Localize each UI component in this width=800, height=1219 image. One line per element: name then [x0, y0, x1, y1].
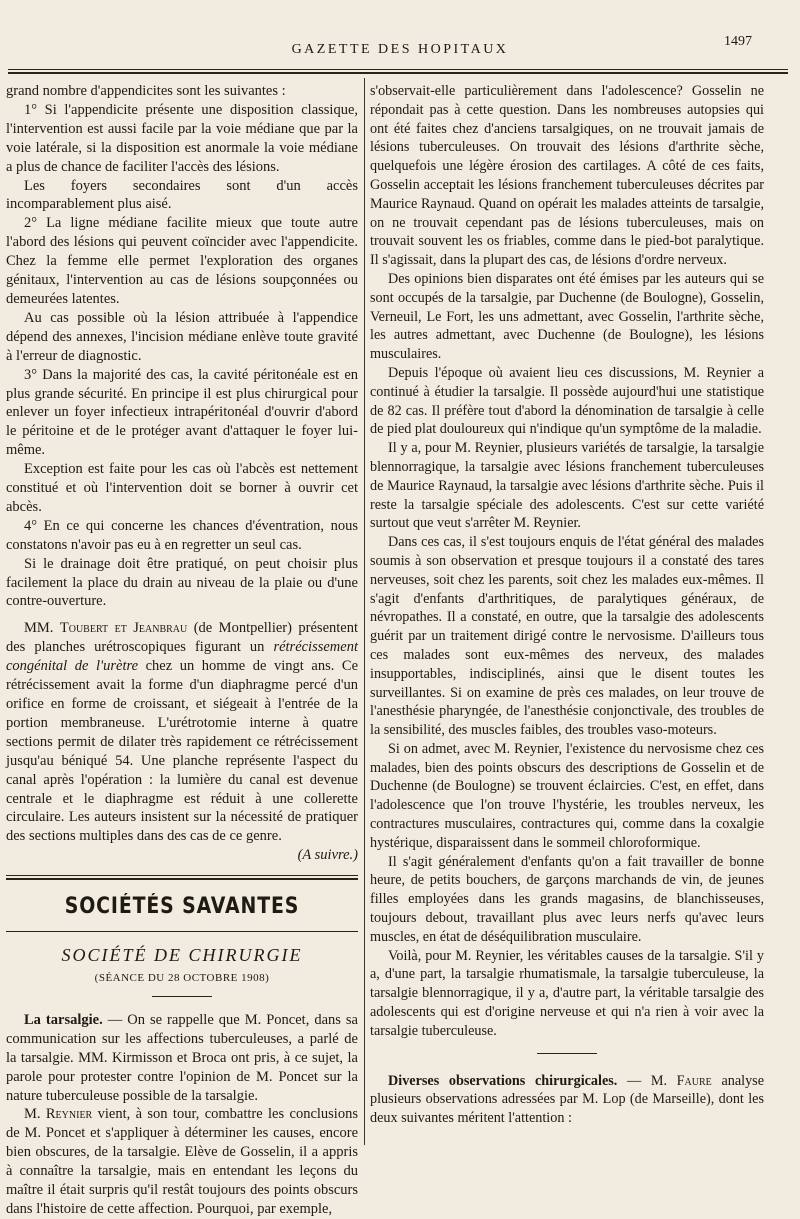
- column-divider: [364, 78, 365, 1145]
- paragraph: Depuis l'époque où avaient lieu ces discussions, M. Reynier a continué à étudier la tarsalgie. Il possède aujourd'hui une statistique de 82 cas. Il préfère tout d'abord la dénomination de tarsalgie à celle de pied plat douloureux qui n'indique qu'un symptôme de la maladie.: [370, 364, 764, 438]
- short-rule: [537, 1053, 597, 1054]
- header-rule-thick: [8, 72, 788, 74]
- paragraph: Si le drainage doit être pratiqué, on peut choisir plus facilement la place du drain au niveau de la plaie ou d'une contre-ouverture.: [6, 555, 358, 610]
- paragraph: Si on admet, avec M. Reynier, l'existence du nervosisme chez ces malades, bien des points obscurs des descriptions de Gosselin et de Duchenne (de Boulogne) se trouvent éclaircies. C'est, en effet, dans l'adolescence que l'on trouve l'hystérie, les troubles nerveux, les contractures musculaires, contractures qui, comme dans la coxalgie hystérique, disparaissent dans le sommeil chloroformique.: [370, 740, 764, 851]
- paragraph: Voilà, pour M. Reynier, les véritables causes de la tarsalgie. S'il y a, d'une part, la tarsalgie rhumatismale, la tarsalgie tuberculeuse, la tarsalgie blennorragique, il y a, d'autre part, la véritable tarsalgie des adolescents qui est d'origine nerveuse et qui n'a rien à voir avec la tarsalgie tuberculeuse.: [370, 947, 764, 1039]
- author-names: Toubert et Jeanbrau: [59, 620, 188, 637]
- paragraph-tarsalgie: [6, 1011, 358, 1106]
- paragraph: Dans ces cas, il s'est toujours enquis de l'état général des malades soumis à son observation et presque toujours il a constaté des tares nerveuses, soit chez les parents, soit chez les malades eux-mêmes. Il s'agit d'enfants d'arthritiques, de paralytiques généraux, de névropathes. Il a constaté, en outre, que la tarsalgie des adolescents guérit par un traitement dirigé contre le nervosisme. D'ailleurs tous ces malades sont eux-mêmes des nerveux, des malades insupportables, indisciplinés, ainsi que le disent toutes les surveillantes. Si on examine de près ces malades, on leur trouve de l'anesthésie pharyngée, de l'anesthésie conjonctivale, des troubles de la sensibilité, des muscles faibles, des troubles vaso-moteurs.: [370, 534, 764, 739]
- topic-heading: Diverses observations chirurgicales.: [388, 1072, 618, 1089]
- section-rule-thick: [6, 878, 358, 880]
- paragraph: grand nombre d'appendicites sont les suivantes :: [6, 83, 286, 99]
- session-date: (SÉANCE DU 28 OCTOBRE 1908): [94, 971, 270, 984]
- text-prefix: MM.: [24, 620, 60, 637]
- paragraph: s'observait-elle particulièrement dans l'adolescence? Gosselin ne répondait pas à cette question. Dans les nombreuses autopsies qui ont été faites chez d'anciens tarsalgiques, on ne trouvait jamais de lésions tuberculeuses. On trouvait des lésions d'arthrite sèche, quelquefois une légère érosion des cartilages. A côté de ces faits, Gosselin acceptait les lésions franchement tuberculeuses décrites par Maurice Raynaud. Quand on opérait les malades atteints de tarsalgie, on ne trouvait cependant pas de lésions tuberculeuses, mais on trouvait souvent les os friables, comme dans le pied-bot paralytique. Il s'agissait, dans la plupart des cas, de lésions d'ordre nerveux.: [370, 83, 764, 269]
- author-name: Reynier: [45, 1106, 93, 1123]
- paragraph: Exception est faite pour les cas où l'abcès est nettement constitué et où l'intervention doit se borner à ouvrir cet abcès.: [6, 461, 358, 515]
- text-prefix: M.: [24, 1106, 46, 1123]
- left-column: [6, 82, 359, 1217]
- short-rule: [152, 996, 212, 997]
- text: — M.: [617, 1072, 677, 1089]
- paragraph: Les foyers secondaires sont d'un accès incomparablement plus aisé.: [6, 177, 358, 213]
- paragraph: 2° La ligne médiane facilite mieux que toute autre l'abord des lésions qui peuvent coïncider avec l'appendicite. Chez la femme elle permet l'exploration des organes génitaux, l'intervention au cas de lésions soupçonnées ou demeurées latentes.: [6, 215, 358, 307]
- author-name: Faure: [676, 1072, 712, 1089]
- paragraph: Au cas possible où la lésion attribuée à l'appendice dépend des annexes, l'incision médiane enlève toute gravité à l'erreur de diagnostic.: [6, 309, 358, 364]
- paragraph: 4° En ce qui concerne les chances d'éventration, nous constatons n'avoir pas eu à en regretter un seul cas.: [6, 517, 358, 553]
- text: — On se rappelle que M. Poncet, dans sa communication sur les affections tuberculeuses, a parlé de la tarsalgie. MM. Kirmisson et Broca ont pris, à ce sujet, la parole pour protester contre l'opinion de M. Poncet sur la nature tuberculeuse possible de la tarsalgie.: [6, 1011, 358, 1104]
- paragraph: Des opinions bien disparates ont été émises par les auteurs qui se sont occupés de la tarsalgie, par Duchenne (de Boulogne), Gosselin, Verneuil, Le Fort, les uns admettant, avec Gosselin, l'arthrite sèche, les autres admettant, avec Duchenne (de Boulogne), les lésions musculaires.: [370, 270, 764, 363]
- paragraph: 3° Dans la majorité des cas, la cavité péritonéale est en plus grande sécurité. En principe il est plus chirurgical pour enlever un foyer infectieux intrapéritonéal d'ouvrir d'abord le péritoine et de le protéger avant d'attaquer le foyer lui-même.: [6, 366, 358, 459]
- text: vient, à son tour, combattre les conclusions de M. Poncet et s'appliquer à déterminer les causes, encore bien obscures, de la tarsalgie. Elève de Gosselin, il a appris à connaître la tarsalgie, mais en entendant les leçons du maître il était surpris qu'il restât toujours des points obscurs dans l'histoire de cette affection. Pourquoi, par exemple,: [6, 1106, 358, 1217]
- paragraph-observations: [370, 1072, 764, 1128]
- text: chez un homme de vingt ans. Ce rétrécissement avait la forme d'un diaphragme percé d'un orifice en forme de croissant, et siégeait à l'entrée de la portion membraneuse. L'urétrotomie interne à quatre sections permit de dilater très rapidement ce rétrécissement jusqu'au béniqué 54. Une planche représente l'aspect du canal après l'opération : la lumière du canal est devenue centrale et le diaphragme est réduit à une collerette circulaire. Les auteurs insistent sur la nécessité de pratiquer des sections multiples dans des cas de ce genre.: [6, 658, 358, 845]
- section-title: SOCIÉTÉS SAVANTES: [64, 894, 300, 920]
- header-rule: [8, 69, 788, 70]
- section-rule: [6, 875, 358, 876]
- paragraph-reynier: [6, 1105, 358, 1218]
- paragraph-toubert: [6, 619, 359, 864]
- text: (de Montpellier) présentent des planches urétroscopiques figurant un: [6, 620, 359, 656]
- journal-title: GAZETTE DES HOPITAUX: [291, 42, 509, 57]
- page-header: [0, 34, 800, 72]
- text: analyse plusieurs observations adressées par M. Lop (de Marseille), dont les deux suivantes méritent l'attention :: [370, 1072, 764, 1127]
- paragraph: 1° Si l'appendicite présente une disposition classique, l'intervention est aussi facile par la voie médiane que par la voie latérale, si la disposition est anormale la voie médiane a plus de chance de faciliter l'accès des lésions.: [6, 101, 358, 175]
- section-title-rule: [6, 931, 358, 932]
- subsection-title: SOCIÉTÉ DE CHIRURGIE: [61, 945, 303, 966]
- paragraph: Il s'agit généralement d'enfants qu'on a fait travailler de bonne heure, de petits bouchers, de garçons marchands de vin, de jeunes filles employées dans les grands magasins, de blanchisseuses, toujours debout, travaillant plus avec leurs nerfs qu'avec leurs muscles, en état de déséquilibration musculaire.: [370, 853, 764, 945]
- italic-term: rétrécissement congénital de l'urètre: [6, 639, 358, 675]
- paragraph: Il y a, pour M. Reynier, plusieurs variétés de tarsalgie, la tarsalgie blennorragique, la tarsalgie avec lésions franchement tuberculeuses de Maurice Raynaud, la tarsalgie avec lésions d'arthrite sèche. Puis il reste la tarsalgie spéciale des adolescents. C'est sur cette variété surtout que veut s'arrêter M. Reynier.: [370, 440, 764, 532]
- right-column: [370, 82, 764, 1125]
- to-be-continued: (A suivre.): [297, 847, 358, 864]
- topic-heading: La tarsalgie.: [24, 1011, 103, 1028]
- page-number: 1497: [724, 34, 752, 49]
